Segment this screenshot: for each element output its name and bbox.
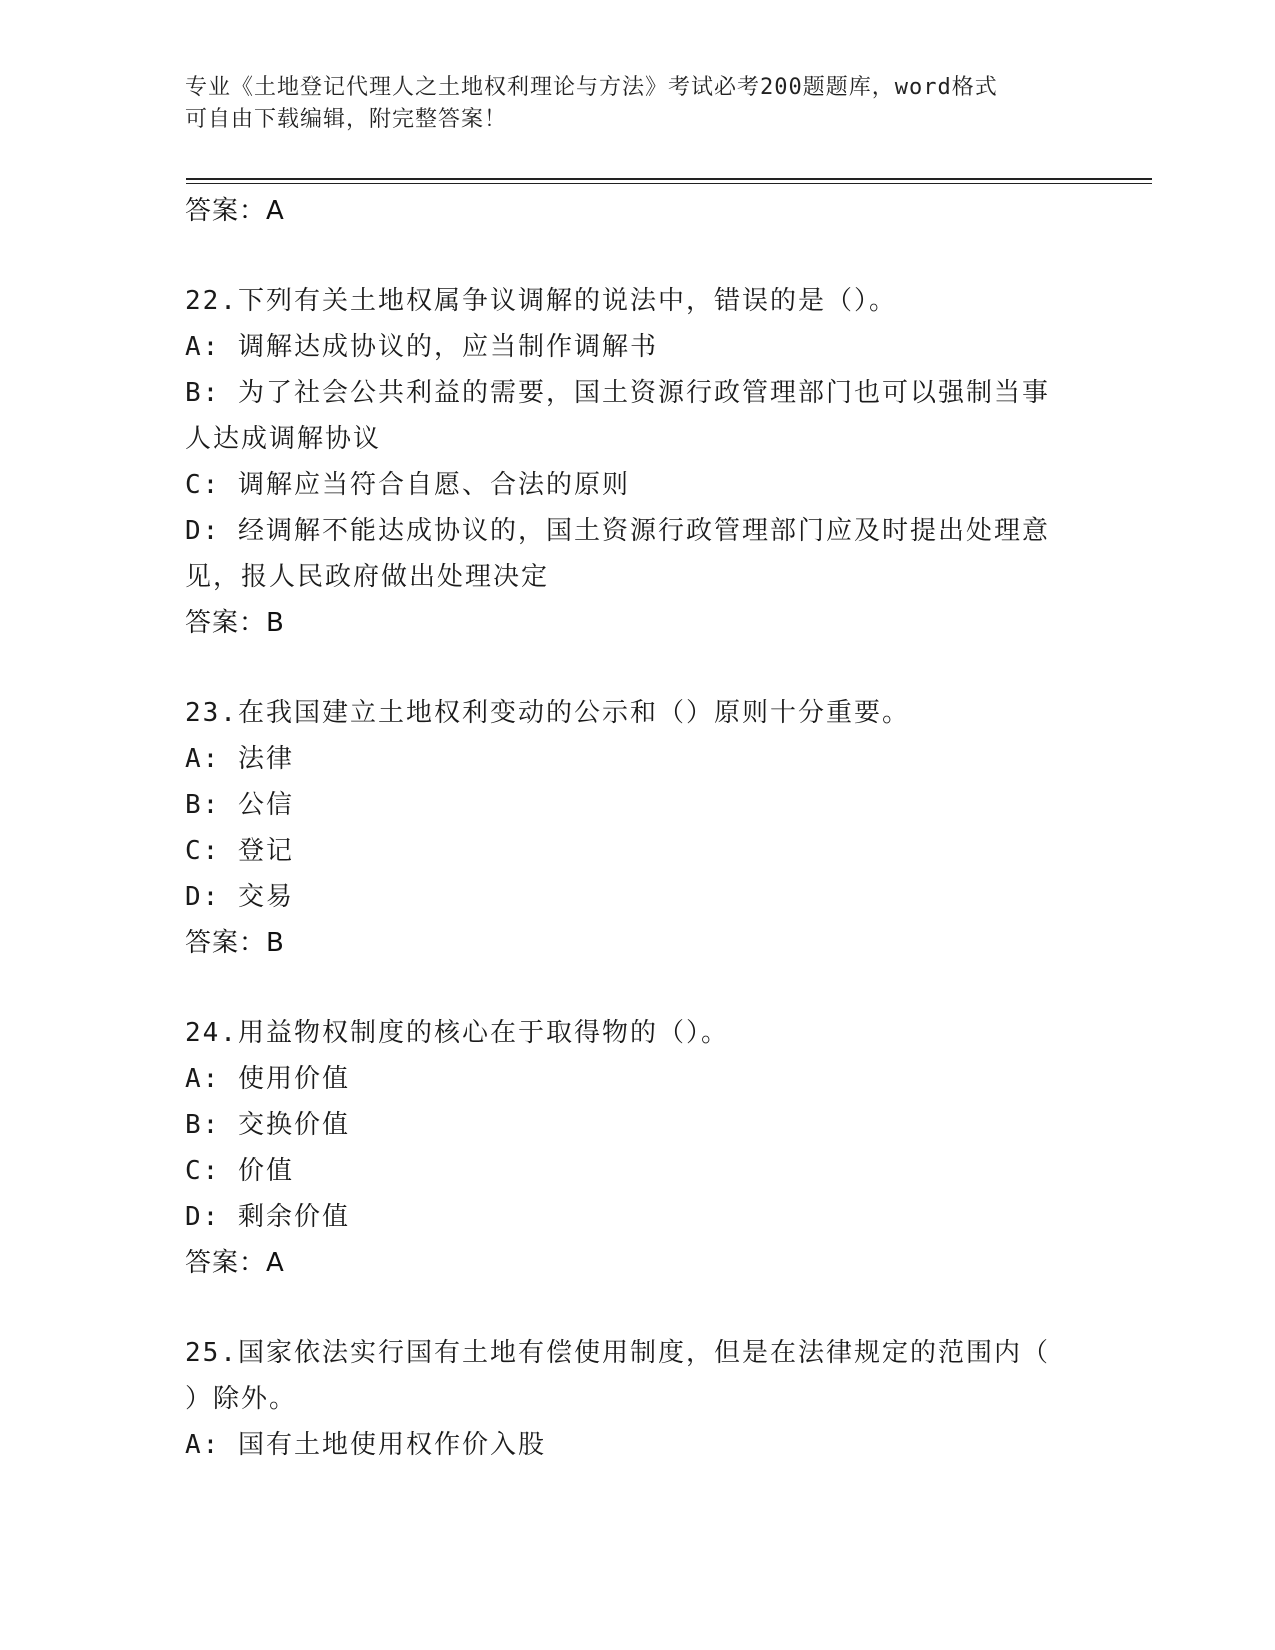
option-b: B: 交换价值 <box>185 1110 350 1140</box>
question-gap <box>185 1286 1085 1330</box>
option-d: D: 剩余价值 <box>185 1202 350 1232</box>
option-c: C: 价值 <box>185 1156 294 1186</box>
question-gap <box>185 646 1085 690</box>
header-line-1: 专业《土地登记代理人之土地权利理论与方法》考试必考200题题库，word格式 <box>185 75 998 100</box>
question-gap <box>185 234 1085 278</box>
option-d: D: 经调解不能达成协议的，国土资源行政管理部门应及时提出处理意 见，报人民政府做出处理决定 <box>185 516 1050 592</box>
option-c: C: 调解应当符合自愿、合法的原则 <box>185 470 630 500</box>
option-a: A: 法律 <box>185 744 294 774</box>
answer-line: 答案：A <box>185 196 285 226</box>
question-item <box>185 278 1085 646</box>
question-text: 22.下列有关土地权属争议调解的说法中，错误的是（）。 <box>185 286 897 316</box>
header-line-2: 可自由下载编辑，附完整答案！ <box>185 107 508 132</box>
question-gap <box>185 966 1085 1010</box>
option-a: A: 使用价值 <box>185 1064 350 1094</box>
question-item <box>185 690 1085 966</box>
option-d: D: 交易 <box>185 882 294 912</box>
question-text: 24.用益物权制度的核心在于取得物的（）。 <box>185 1018 729 1048</box>
answer-line: 答案：B <box>185 608 285 638</box>
question-text: 25.国家依法实行国有土地有偿使用制度，但是在法律规定的范围内（ ）除外。 <box>185 1338 1050 1414</box>
answer-line: 答案：B <box>185 928 285 958</box>
page-header <box>185 72 1065 136</box>
question-list <box>185 188 1085 1468</box>
option-b: B: 公信 <box>185 790 294 820</box>
answer-line: 答案：A <box>185 1248 285 1278</box>
header-rule-thick <box>186 178 1152 180</box>
option-a: A: 调解达成协议的，应当制作调解书 <box>185 332 658 362</box>
question-item <box>185 1010 1085 1286</box>
option-b: B: 为了社会公共利益的需要，国土资源行政管理部门也可以强制当事 人达成调解协议 <box>185 378 1050 454</box>
question-item <box>185 1330 1085 1468</box>
question-text: 23.在我国建立土地权利变动的公示和（）原则十分重要。 <box>185 698 910 728</box>
header-rule-thin <box>186 183 1152 184</box>
option-c: C: 登记 <box>185 836 294 866</box>
option-a: A: 国有土地使用权作价入股 <box>185 1430 546 1460</box>
